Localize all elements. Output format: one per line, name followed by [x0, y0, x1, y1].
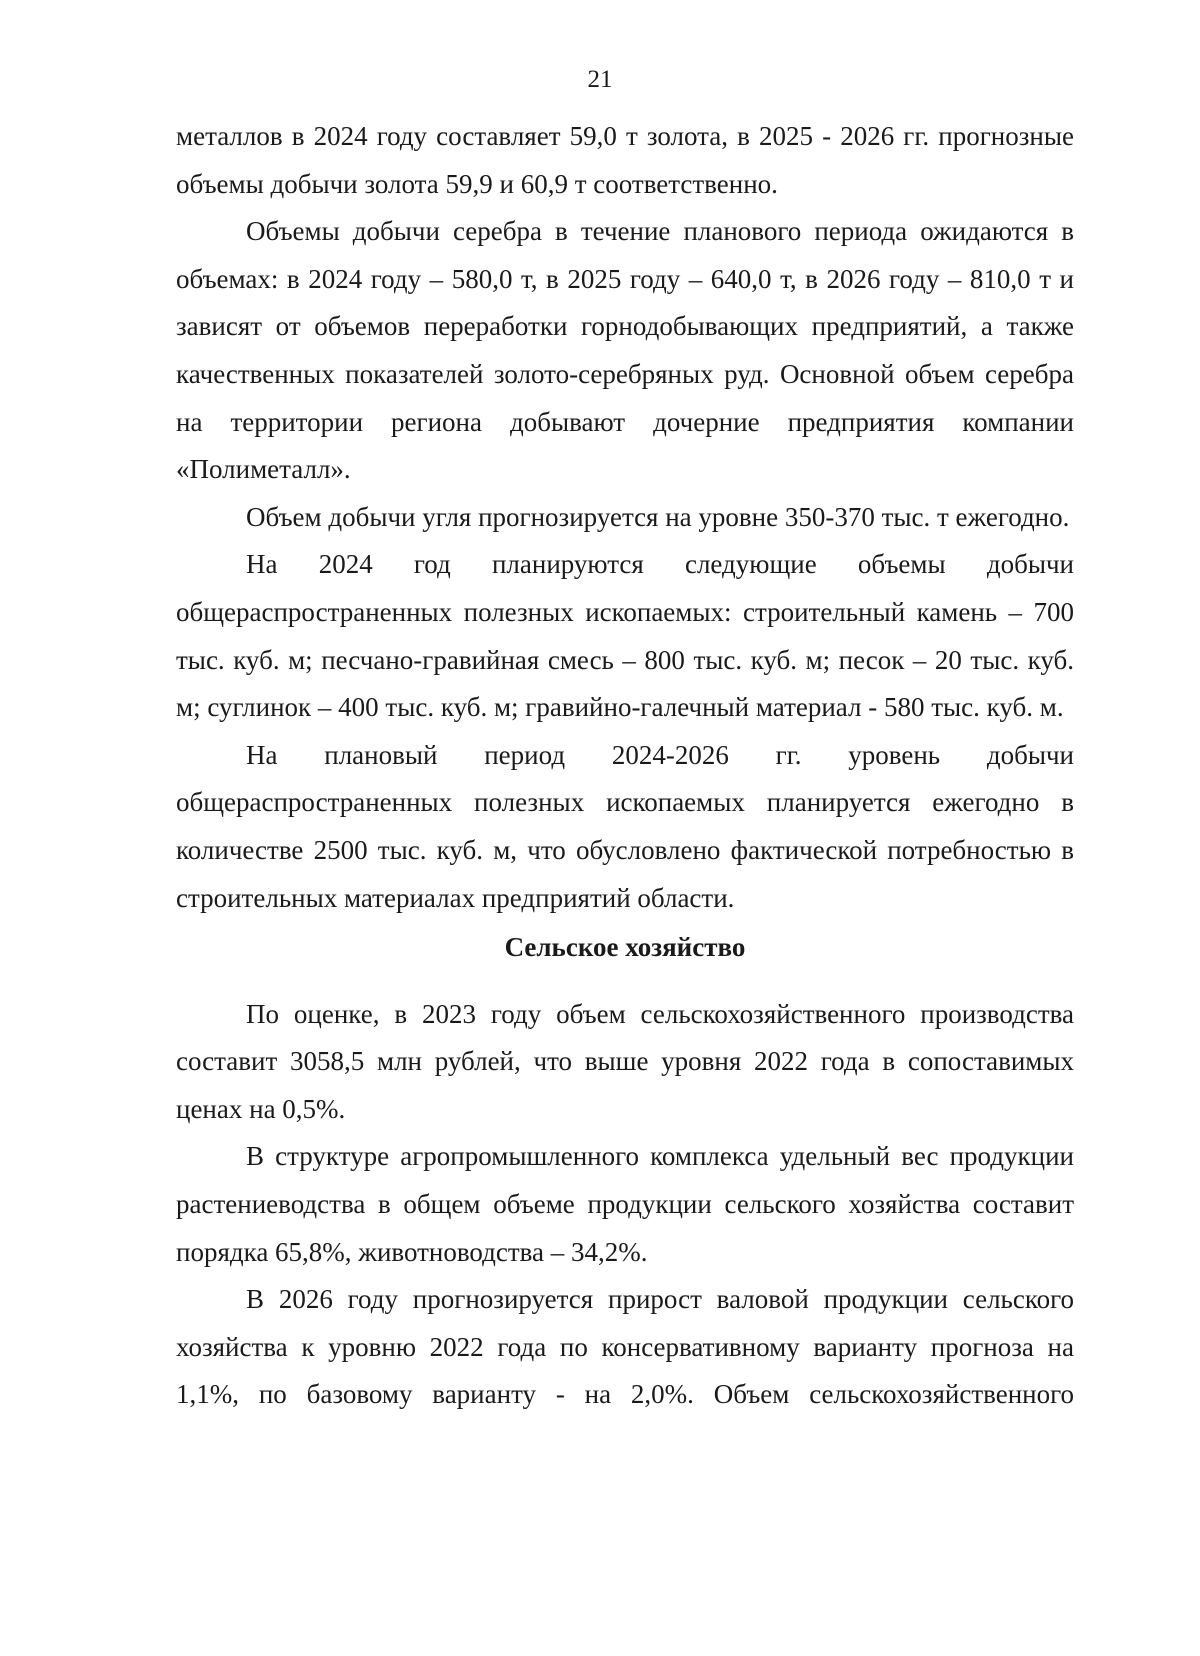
paragraph-minerals-2024: На 2024 год планируются следующие объемы добычи общераспространенных полезных ископаемых: строительный камень – 700 тыс. куб. м; песчано-гравийная смесь – 800 тыс. куб. м; песок – 20 тыс. куб. м; суглинок – 400 тыс. куб. м; гравийно-галечный материал - 580 тыс. куб. м. — [176, 549, 1074, 723]
paragraph-coal: Объем добычи угля прогнозируется на уровне 350-370 тыс. т ежегодно. — [246, 501, 1070, 532]
paragraph-minerals-plan: На плановый период 2024-2026 гг. уровень добычи общераспространенных полезных ископаемых планируется ежегодно в количестве 2500 тыс. куб. м, что обусловлено фактической потребностью в строительных материалах предприятий области. — [176, 739, 1074, 913]
paragraph-gold-continuation: металлов в 2024 году составляет 59,0 т золота, в 2025 - 2026 гг. прогнозные объемы добычи золота 59,9 и 60,9 т соответственно. — [176, 121, 1074, 199]
paragraph-silver: Объемы добычи серебра в течение планового периода ожидаются в объемах: в 2024 году – 580,0 т, в 2025 году – 640,0 т, в 2026 году – 810,0 т и зависят от объемов переработки горнодобывающих предприятий, а также качественных показателей золото-серебряных руд. Основной объем серебра на территории региона добывают дочерние предприятия компании «Полиметалл». — [176, 216, 1074, 485]
document-body — [176, 113, 1074, 1419]
paragraph-agri-structure: В структуре агропромышленного комплекса удельный вес продукции растениеводства в общем объеме продукции сельского хозяйства составит порядка 65,8%, животноводства – 34,2%. — [176, 1141, 1074, 1267]
paragraph-agri-2023: По оценке, в 2023 году объем сельскохозяйственного производства составит 3058,5 млн рублей, что выше уровня 2022 года в сопоставимых ценах на 0,5%. — [176, 998, 1074, 1124]
section-heading: Сельское хозяйство — [504, 932, 746, 963]
paragraph-agri-2026: В 2026 году прогнозируется прирост валовой продукции сельского хозяйства к уровню 2022 года по консервативному варианту прогноза на 1,1%, по базовому варианту - на 2,0%. Объем сельскохозяйственного — [176, 1284, 1074, 1410]
page-number: 21 — [587, 66, 613, 93]
